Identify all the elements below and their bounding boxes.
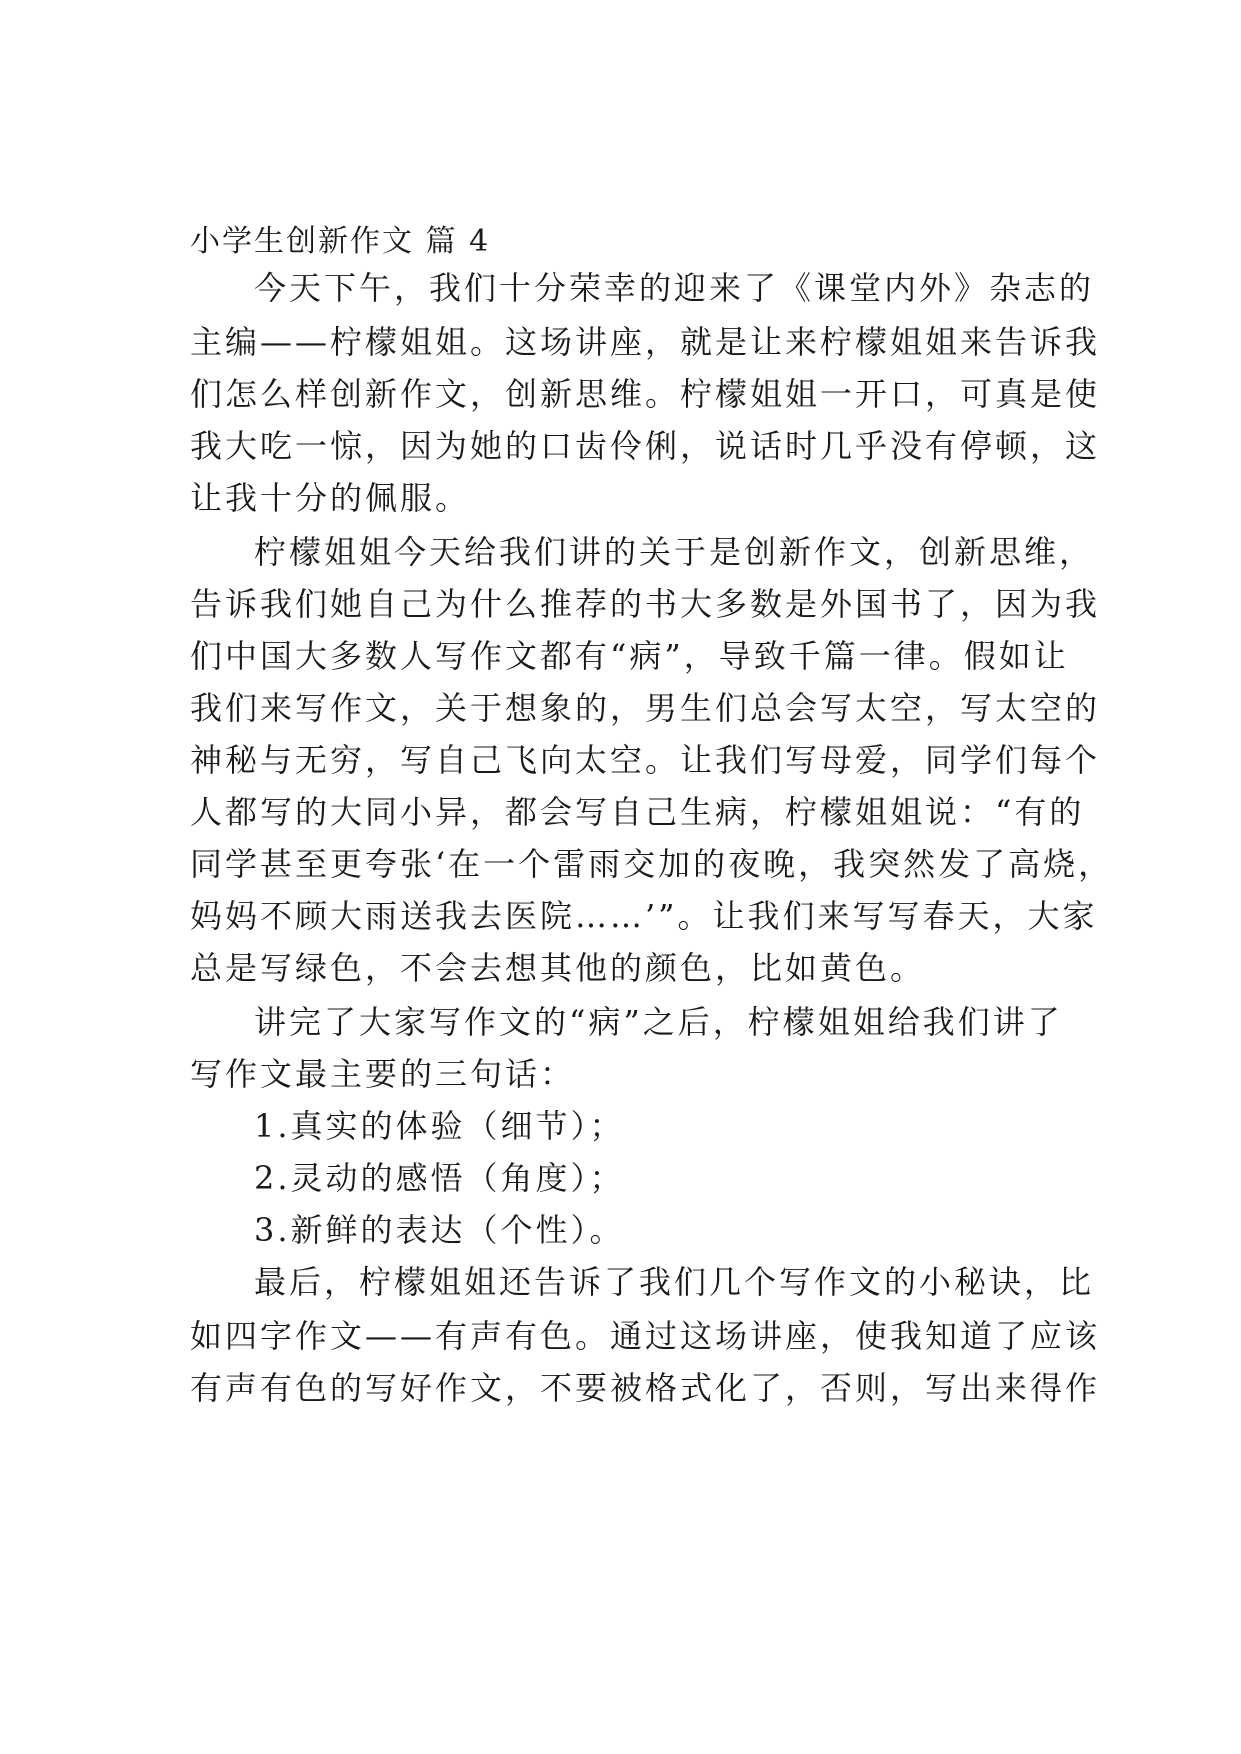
- paragraph-line: 妈妈不顾大雨送我去医院……’”。让我们来写写春天，大家: [190, 897, 1098, 935]
- paragraph-line: 写作文最主要的三句话：: [190, 1055, 576, 1093]
- list-item: 1.真实的体验（细节）；: [254, 1107, 625, 1145]
- essay-title: 小学生创新作文 篇 4: [190, 224, 491, 259]
- paragraph-line: 如四字作文——有声有色。通过这场讲座，使我知道了应该: [190, 1317, 1101, 1355]
- paragraph-line: 人都写的大同小异，都会写自己生病，柠檬姐姐说：“有的: [190, 793, 1085, 831]
- paragraph-line: 同学甚至更夸张‘在一个雷雨交加的夜晚，我突然发了高烧，: [190, 845, 1114, 883]
- list-item: 3.新鲜的表达（个性）。: [254, 1211, 625, 1249]
- paragraph-line: 我们来写作文，关于想象的，男生们总会写太空，写太空的: [190, 689, 1101, 727]
- paragraph-line: 神秘与无穷，写自己飞向太空。让我们写母爱，同学们每个: [190, 741, 1101, 779]
- paragraph-line: 让我十分的佩服。: [190, 479, 471, 517]
- list-item: 2.灵动的感悟（角度）；: [254, 1159, 625, 1197]
- paragraph-line: 们怎么样创新作文，创新思维。柠檬姐姐一开口，可真是使: [190, 375, 1101, 413]
- paragraph-line: 柠檬姐姐今天给我们讲的关于是创新作文，创新思维，: [254, 533, 1095, 571]
- paragraph-line: 总是写绿色，不会去想其他的颜色，比如黄色。: [190, 949, 926, 987]
- paragraph-line: 主编——柠檬姐姐。这场讲座，就是让来柠檬姐姐来告诉我: [190, 323, 1101, 361]
- paragraph-line: 们中国大多数人写作文都有“病”，导致千篇一律。假如让: [190, 637, 1069, 675]
- paragraph-line: 今天下午，我们十分荣幸的迎来了《课堂内外》杂志的: [254, 269, 1095, 307]
- paragraph-line: 最后，柠檬姐姐还告诉了我们几个写作文的小秘诀，比: [254, 1263, 1095, 1301]
- paragraph-line: 告诉我们她自己为什么推荐的书大多数是外国书了，因为我: [190, 585, 1101, 623]
- paragraph-line: 讲完了大家写作文的“病”之后，柠檬姐姐给我们讲了: [254, 1003, 1063, 1041]
- paragraph-line: 有声有色的写好作文，不要被格式化了，否则，写出来得作: [190, 1369, 1101, 1407]
- paragraph-line: 我大吃一惊，因为她的口齿伶俐，说话时几乎没有停顿，这: [190, 427, 1101, 465]
